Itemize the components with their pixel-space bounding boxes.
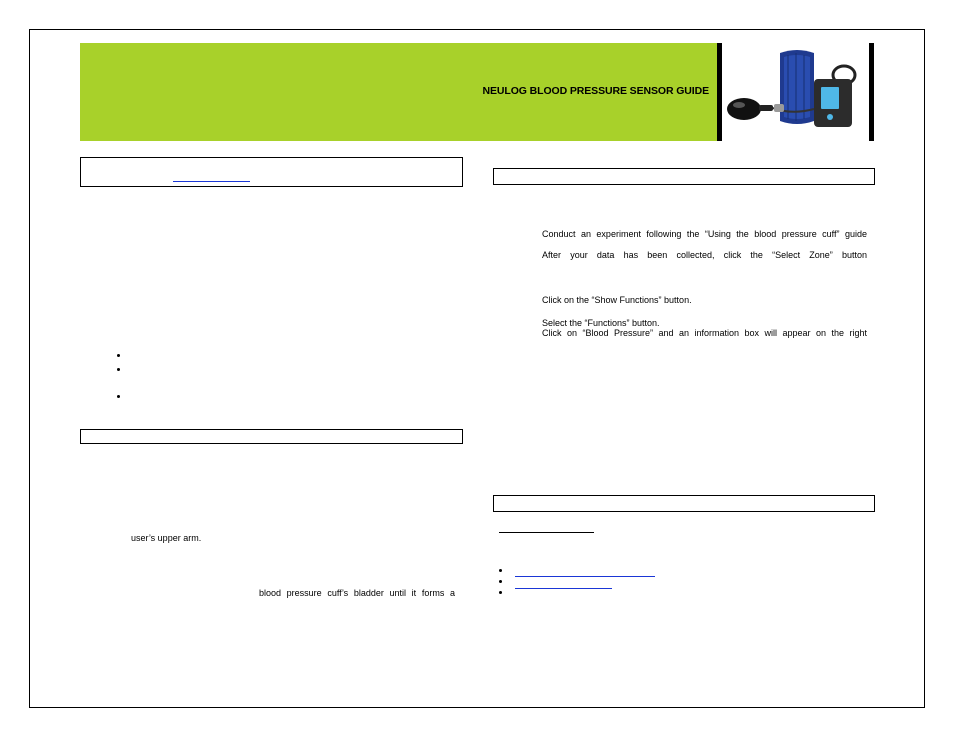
bullet-point [499, 569, 502, 572]
left-section-box-2 [80, 429, 463, 444]
arm-text: user’s upper arm. [131, 533, 202, 543]
bullet-point [117, 395, 120, 398]
step-conduct-experiment: Conduct an experiment following the “Using the blood pressure cuff” guide [542, 229, 867, 239]
blood-pressure-sensor-photo-icon [722, 43, 869, 141]
heading-underline [499, 532, 594, 533]
bullet-point [499, 591, 502, 594]
header-banner [80, 43, 717, 141]
bullet-point [499, 580, 502, 583]
bullet-point [117, 354, 120, 357]
right-section-box-2 [493, 495, 875, 512]
step-select-functions: Select the “Functions” button. [542, 318, 660, 328]
hyperlink-underline[interactable] [173, 181, 250, 182]
sensor-photo [717, 43, 874, 141]
guide-title: NEULOG BLOOD PRESSURE SENSOR GUIDE [482, 85, 709, 97]
left-section-box-1 [80, 157, 463, 187]
step-show-functions: Click on the “Show Functions” button. [542, 295, 692, 305]
step-select-zone: After your data has been collected, click the “Select Zone” button [542, 250, 867, 260]
bladder-text: blood pressure cuff’s bladder until it forms a [259, 588, 455, 598]
step-blood-pressure: Click on “Blood Pressure” and an information box will appear on the right [542, 328, 867, 338]
hyperlink-underline[interactable] [515, 588, 612, 589]
bullet-point [117, 368, 120, 371]
right-section-box-1 [493, 168, 875, 185]
hyperlink-underline[interactable] [515, 576, 655, 577]
